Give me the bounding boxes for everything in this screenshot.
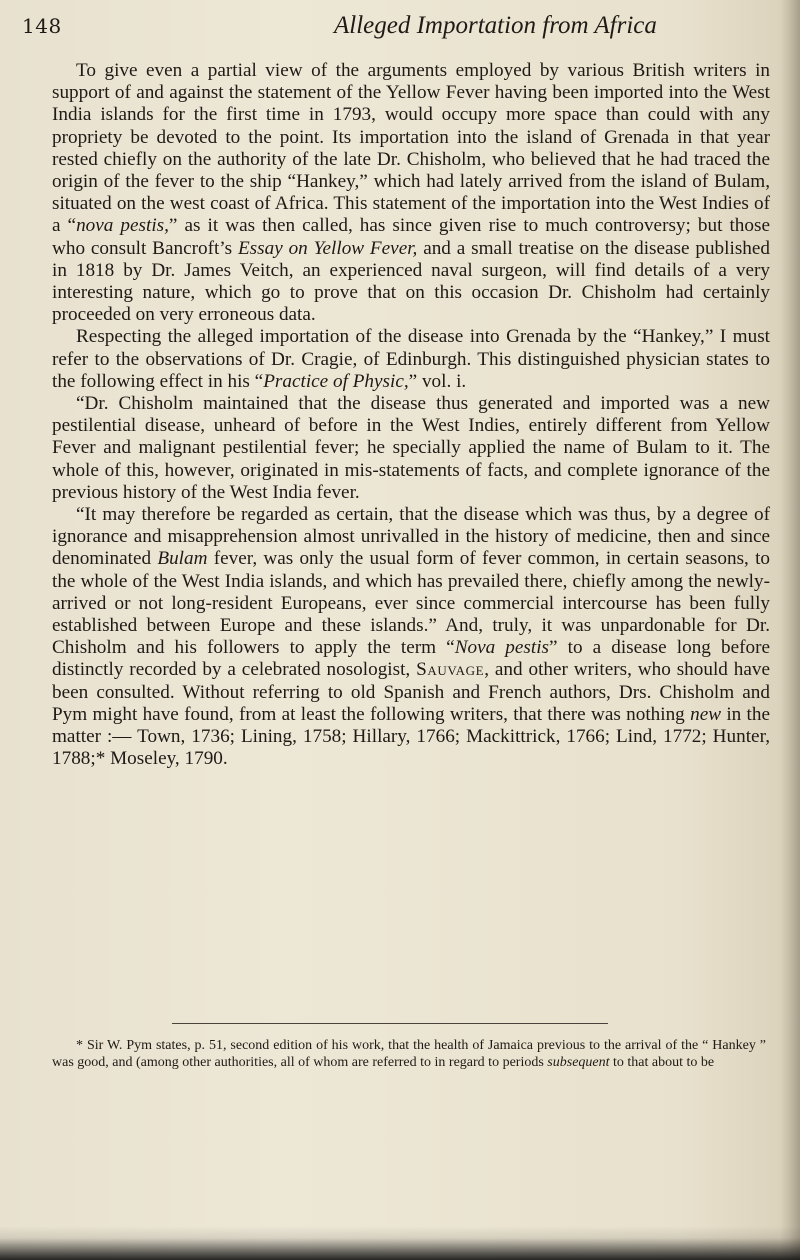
footnote-rule bbox=[172, 1023, 608, 1024]
paragraph-4-text-a: “It may therefore be regarded as certain, that the disease which was thus, by a degree of ignorance and misapprehension almost unrivalled in the history of medicine, then and since denominated bbox=[52, 504, 770, 570]
paragraph-4-text-g: , and other writers, who should have been consulted. Without referring to old Spanish and French authors, Drs. Chisholm and Pym might have found, from at least the following writers, that there was nothing bbox=[52, 659, 770, 725]
sauvage-smallcaps: Sauvage bbox=[416, 659, 485, 681]
paragraph-4 bbox=[52, 504, 770, 770]
nova-pestis-2-italic: Nova pestis bbox=[454, 637, 549, 659]
paragraph-1-text-e: and a small treatise on the disease published in 1818 by Dr. James Veitch, an experienced naval surgeon, will find details of a very interesting nature, which go to prove that on this occasion Dr. Chisholm had certainly proceeded on very erroneous data. bbox=[52, 237, 770, 326]
footnote-text-a: * Sir W. Pym states, p. 51, second edition of his work, that the health of Jamaica previous to the arrival of the “ Hankey ” was good, and (among other authorities, all of whom are referred to in regard to periods bbox=[52, 1038, 766, 1070]
paragraph-2-text-c: ” vol. i. bbox=[408, 370, 467, 392]
paragraph-2 bbox=[52, 326, 770, 393]
page-number: 148 bbox=[22, 14, 62, 38]
paragraph-4-text-e: ” to a disease long before distinctly recorded by a celebrated nosologist, bbox=[52, 637, 770, 681]
paragraph-1-text-a: To give even a partial view of the arguments employed by various British writers in support of and against the statement of the Yellow Fever having been imported into the West India islands for the first time in 1793, would occupy more space than could with any propriety be devoted to the point. Its importation into the island of Grenada in that year rested chiefly on the authority of the late Dr. Chisholm, who believed that he had traced the origin of the fever to the ship “Hankey,” which had lately arrived from the island of Bulam, situated on the west coast of Africa. This statement of the importation into the West Indies of a “ bbox=[52, 60, 770, 237]
essay-title-italic: Essay on Yellow Fever, bbox=[237, 237, 418, 259]
paragraph-4-text-i: in the matter :— Town, 1736; Lining, 1758; Hillary, 1766; Mackittrick, 1766; Lind, 1772; Hunter, 1788;* Moseley, 1790. bbox=[52, 703, 770, 770]
paragraph-1-text-c: ” as it was then called, has since given rise to much controversy; but those who consult Bancroft’s bbox=[52, 215, 770, 259]
subsequent-italic: subsequent bbox=[547, 1055, 610, 1070]
footnote-paragraph bbox=[52, 1037, 766, 1071]
paragraph-3-quote: “Dr. Chisholm maintained that the disease thus generated and imported was a new pestilential disease, unheard of before in the West Indies, entirely different from Yellow Fever and malignant pestilential fever; he specially applied the name of Bulam to it. The whole of this, however, originated in mis-statements of facts, and complete ignorance of the previous history of the West India fever. bbox=[52, 393, 770, 503]
nova-pestis-italic: nova pestis, bbox=[76, 215, 169, 237]
running-head: Alleged Importation from Africa bbox=[334, 12, 657, 39]
paragraph-4-text-c: fever, was only the usual form of fever common, in certain seasons, to the whole of the West India islands, and which has prevailed there, chiefly among the newly-arrived or not long-resident Europeans, ever since commercial intercourse has been fully established between Europe and these islands.” And, truly, it was unpardonable for Dr. Chisholm and his followers to apply the term “ bbox=[52, 548, 771, 659]
bulam-italic: Bulam bbox=[157, 548, 208, 570]
page-bottom-edge bbox=[0, 1226, 800, 1260]
main-text bbox=[52, 60, 770, 771]
page-gutter-shadow bbox=[780, 0, 800, 1260]
footnote-text-c: to that about to be bbox=[609, 1055, 715, 1070]
footnote bbox=[52, 1037, 766, 1071]
paragraph-1 bbox=[52, 60, 770, 326]
new-italic: new bbox=[690, 703, 722, 725]
practice-of-physic-italic: Practice of Physic, bbox=[263, 370, 409, 392]
paragraph-2-text-a: Respecting the alleged importation of the disease into Grenada by the “Hankey,” I must refer to the observations of Dr. Cragie, of Edinburgh. This distinguished physician states to the following effect in his “ bbox=[52, 326, 770, 392]
page-header bbox=[22, 12, 770, 52]
